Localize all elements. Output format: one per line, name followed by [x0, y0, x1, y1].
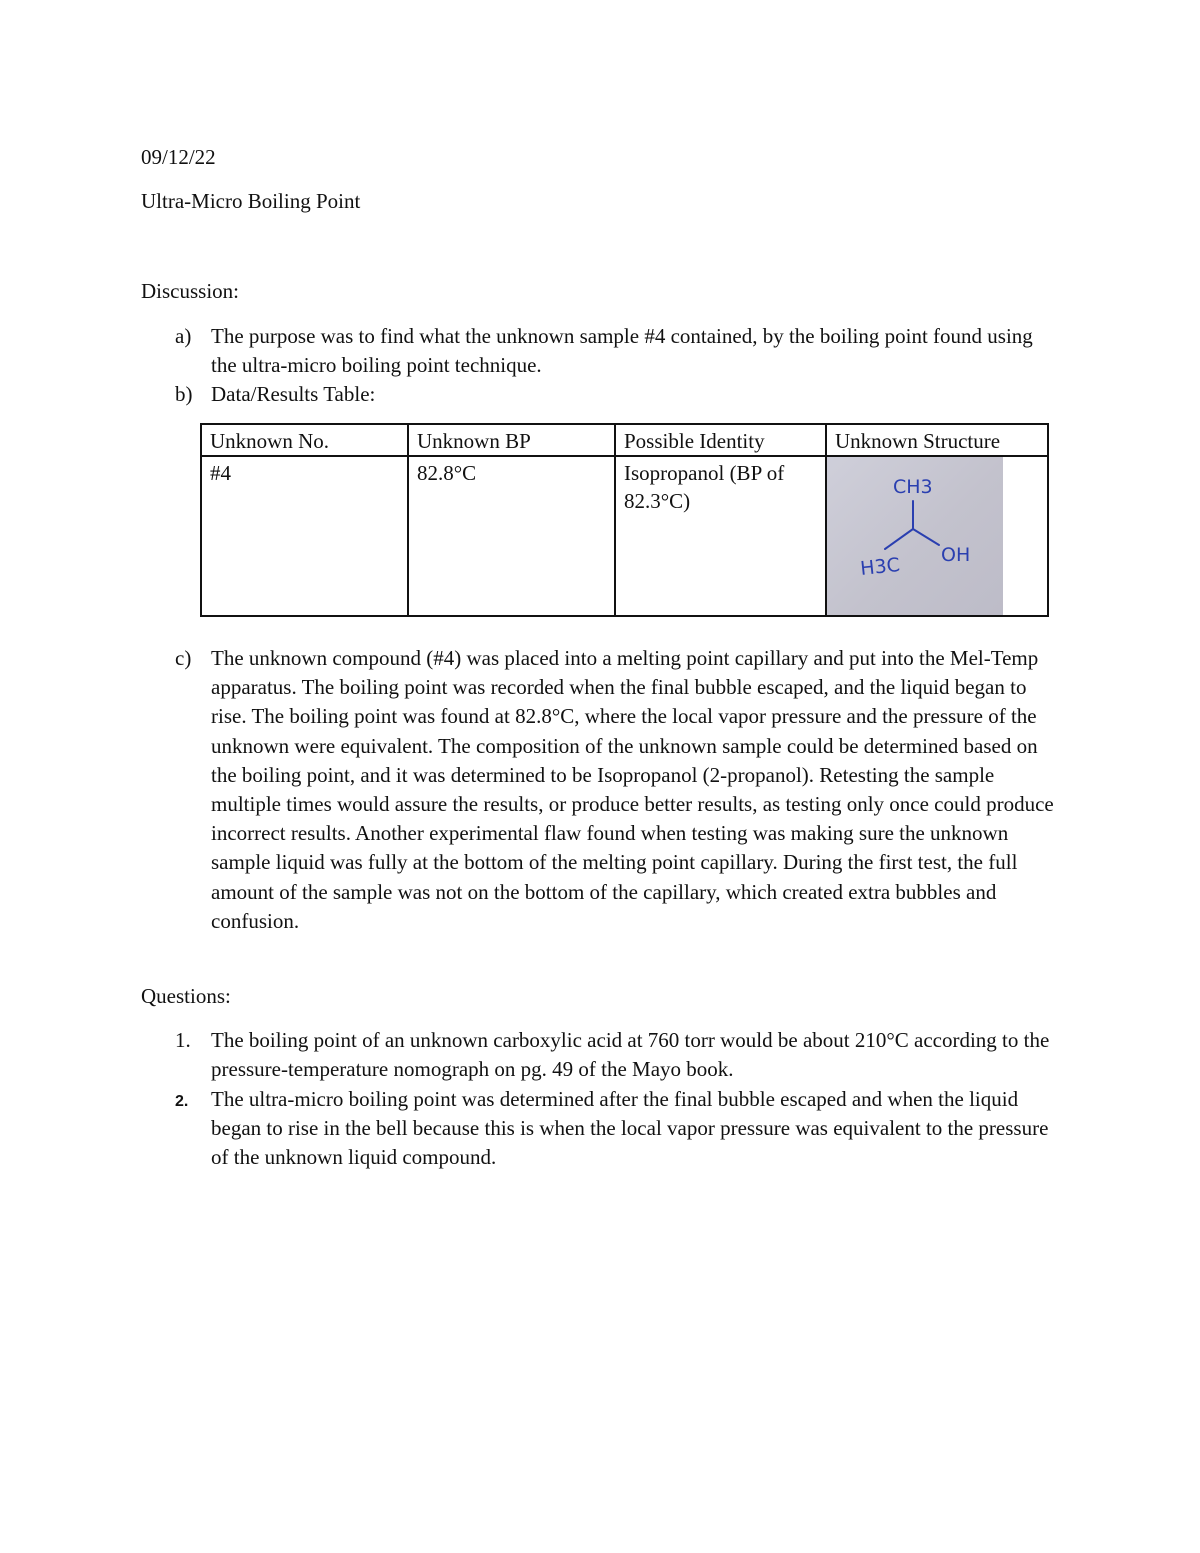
document-date: 09/12/22: [141, 145, 216, 169]
header-unknown-structure: Unknown Structure: [826, 424, 1048, 456]
cell-possible-identity: Isopropanol (BP of 82.3°C): [615, 456, 826, 616]
list-marker: 1.: [175, 1028, 191, 1052]
list-text: The boiling point of an unknown carboxylic acid at 760 torr would be about 210°C according to the pressure-temperature nomograph on pg. 49 of the Mayo book.: [211, 1028, 1050, 1082]
questions-heading: Questions:: [141, 984, 231, 1008]
cell-unknown-bp: 82.8°C: [408, 456, 615, 616]
document-title: Ultra-Micro Boiling Point: [141, 189, 361, 213]
header-possible-identity: Possible Identity: [615, 424, 826, 456]
table-header-row: [201, 424, 1048, 456]
cell-unknown-no: #4: [201, 456, 408, 616]
cell-unknown-structure: [826, 456, 1048, 616]
bond-left: [885, 529, 913, 549]
list-text: The ultra-micro boiling point was determined after the final bubble escaped and when the liquid began to rise in the bell because this is when the local vapor pressure was equivalent to the pressure of the unknown liquid compound.: [211, 1087, 1049, 1170]
list-marker: b): [175, 382, 193, 406]
table-row: [201, 456, 1048, 616]
discussion-heading: Discussion:: [141, 279, 240, 303]
structure-label-ch3: CH3: [893, 476, 933, 498]
structure-label-oh: OH: [941, 544, 971, 566]
isopropanol-structure-drawing: [827, 457, 1003, 615]
structure-label-h3c: H3C: [859, 553, 901, 580]
list-text: The purpose was to find what the unknown sample #4 contained, by the boiling point found using the ultra-micro boiling point technique.: [211, 324, 1033, 378]
list-text: Data/Results Table:: [211, 382, 376, 406]
results-table: [200, 423, 1049, 617]
header-unknown-bp: Unknown BP: [408, 424, 615, 456]
list-marker: 2.: [175, 1093, 189, 1110]
bond-right: [913, 529, 939, 545]
structure-photo: [827, 457, 1003, 615]
list-text: The unknown compound (#4) was placed into a melting point capillary and put into the Mel-Temp apparatus. The boiling point was recorded when the final bubble escaped, and the liquid began to rise. The boiling point was found at 82.8°C, where the local vapor pressure and the pressure of the unknown were equivalent. The composition of the unknown sample could be determined based on the boiling point, and it was determined to be Isopropanol (2-propanol). Retesting the sample multiple times would assure the results, or produce better results, as testing only once could produce incorrect results. Another experimental flaw found when testing was making sure the unknown sample liquid was fully at the bottom of the melting point capillary. During the first test, the full amount of the sample was not on the bottom of the capillary, which created extra bubbles and confusion.: [211, 646, 1054, 933]
header-unknown-no: Unknown No.: [201, 424, 408, 456]
list-marker: a): [175, 324, 192, 348]
list-marker: c): [175, 646, 192, 670]
